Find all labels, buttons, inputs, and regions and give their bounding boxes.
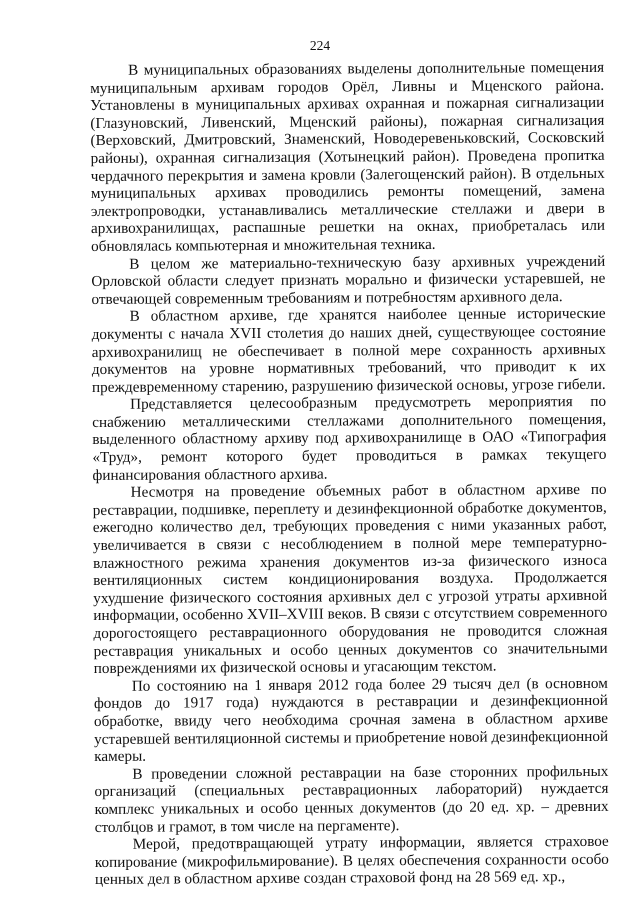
paragraph-restoration-works: Несмотря на проведение объемных работ в областном архиве по реставрации, подшивке, переплету и дезинфекционной обработке документов, ежегодно количество дел, требующих проведения с ними указанных работ, увеличивается в связи с несоблюдением в полной мере температурно-влажностного режима хранения документов из-за физического износа вентиляционных систем кондиционирования воздуха. Продолжается ухудшение физического состояния архивных дел с угрозой утраты архивной информации, особенно XVII–XVIII веков. В связи с отсутствием современного дорогостоящего реставрационного оборудования не проводится сложная реставрация уникальных и особо ценных документов со значительными повреждениями их физической основы и угасающим текстом. — [92, 481, 608, 678]
paragraph-regional-archive-condition: В областном архиве, где хранятся наиболее ценные исторические документы с начала XVII столетия до наших дней, существующее состояние архивохранилищ не обеспечивает в полной мере сохранность архивных документов на уровне нормативных требований, что приводит к их преждевременному старению, разрушению физической основы, угрозе гибели. — [91, 305, 606, 396]
paragraph-restoration-needs-2012: По состоянию на 1 января 2012 года более 29 тысяч дел (в основном фондов до 1917 года) нуждаются в реставрации и дезинфекционной обработке, ввиду чего необходима срочная замена в областном архиве устаревшей вентиляционной системы и приобретение новой дезинфекционной камеры. — [93, 674, 609, 766]
paragraph-complex-restoration: В проведении сложной реставрации на базе сторонних профильных организаций (специальных реставрационных лабораторий) нуждается комплекс уникальных и особо ценных документов (до 20 ед. хр. – древних столбцов и грамот, в том числе на пергаменте). — [94, 762, 609, 836]
paragraph-municipal-archives: В муниципальных образованиях выделены дополнительные помещения муниципальным архивам городов Орёл, Ливны и Мценского района. Установлены в муниципальных архивах охранная и пожарная сигнализации (Глазуновский, Ливенский, Мценский районы), пожарная сигнализация (Верховский, Дмитровский, Знаменский, Новодеревеньковский, Сосковский районы), охранная сигнализация (Хотынецкий район). Проведена пропитка чердачного перекрытия и замена кровли (Залегощенский район). В отдельных муниципальных архивах проводились ремонты помещений, замена электропроводки, устанавливались металлические стеллажи и двери в архивохранилищах, распашные решетки на окнах, приобреталась или обновлялась компьютерная и множительная техника. — [90, 58, 606, 255]
paragraph-material-base: В целом же материально-техническую базу архивных учреждений Орловской области следует признать морально и физически устаревшей, не отвечающей современным требованиям и потребностям архивного дела. — [91, 252, 606, 308]
page-number: 224 — [309, 38, 331, 53]
document-body — [90, 59, 609, 889]
paragraph-shelving-proposal: Представляется целесообразным предусмотреть мероприятия по снабжению металлическими стеллажами дополнительного помещения, выделенного областному архиву под архивохранилище в ОАО «Типография «Труд», ремонт которого будет проводиться в рамках текущего финансирования областного архива. — [92, 393, 607, 484]
paragraph-insurance-copying: Мерой, предотвращающей утрату информации, является страховое копирование (микрофильмирование). В целях обеспечения сохранности особо ценных дел в областном архиве создан страховой фонд на 28 569 ед. хр., — [94, 832, 609, 889]
